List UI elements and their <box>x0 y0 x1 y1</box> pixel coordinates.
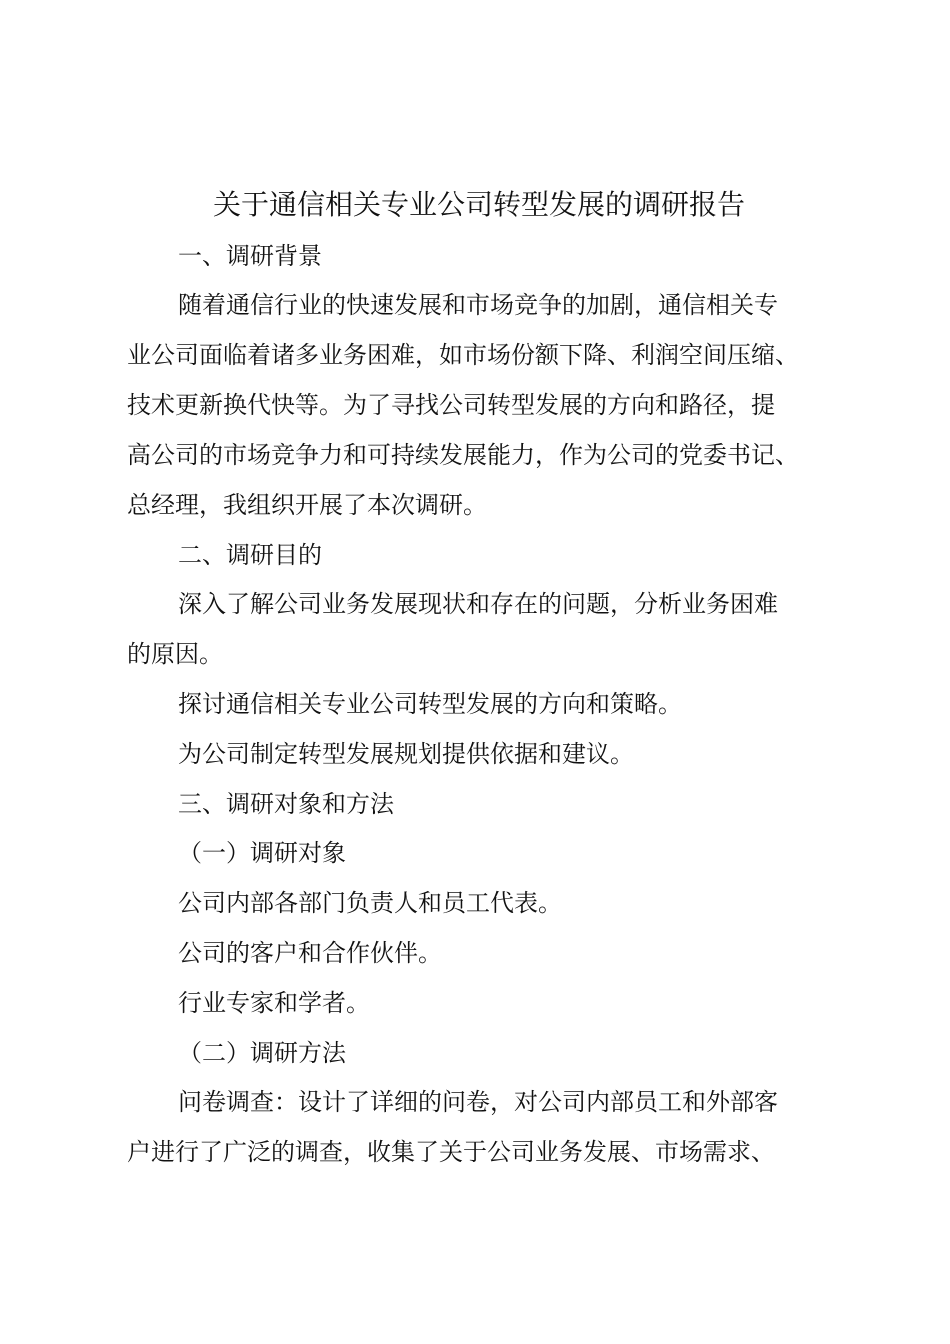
paragraph-line: 总经理，我组织开展了本次调研。 <box>127 491 487 519</box>
list-item: 行业专家和学者。 <box>178 989 370 1017</box>
subsection-heading-methods: （二）调研方法 <box>178 1039 346 1067</box>
paragraph-line: 深入了解公司业务发展现状和存在的问题，分析业务困难 <box>178 590 778 618</box>
paragraph-line: 技术更新换代快等。为了寻找公司转型发展的方向和路径，提 <box>127 391 775 419</box>
report-title: 关于通信相关专业公司转型发展的调研报告 <box>212 188 745 221</box>
list-item: 公司内部各部门负责人和员工代表。 <box>178 889 562 917</box>
subsection-heading-objects: （一）调研对象 <box>178 839 346 867</box>
paragraph-line: 为公司制定转型发展规划提供依据和建议。 <box>178 740 634 768</box>
section-heading-background: 一、调研背景 <box>178 242 322 270</box>
paragraph-line: 户进行了广泛的调查，收集了关于公司业务发展、市场需求、 <box>127 1138 775 1166</box>
section-heading-purpose: 二、调研目的 <box>178 541 322 569</box>
paragraph-line: 问卷调查：设计了详细的问卷，对公司内部员工和外部客 <box>178 1088 778 1116</box>
section-heading-objects-methods: 三、调研对象和方法 <box>178 790 394 818</box>
paragraph-line: 高公司的市场竞争力和可持续发展能力，作为公司的党委书记、 <box>127 441 799 469</box>
paragraph-line: 探讨通信相关专业公司转型发展的方向和策略。 <box>178 690 682 718</box>
paragraph-line: 业公司面临着诸多业务困难，如市场份额下降、利润空间压缩、 <box>127 341 799 369</box>
list-item: 公司的客户和合作伙伴。 <box>178 939 442 967</box>
paragraph-line: 随着通信行业的快速发展和市场竞争的加剧，通信相关专 <box>178 291 778 319</box>
paragraph-line: 的原因。 <box>127 640 223 668</box>
